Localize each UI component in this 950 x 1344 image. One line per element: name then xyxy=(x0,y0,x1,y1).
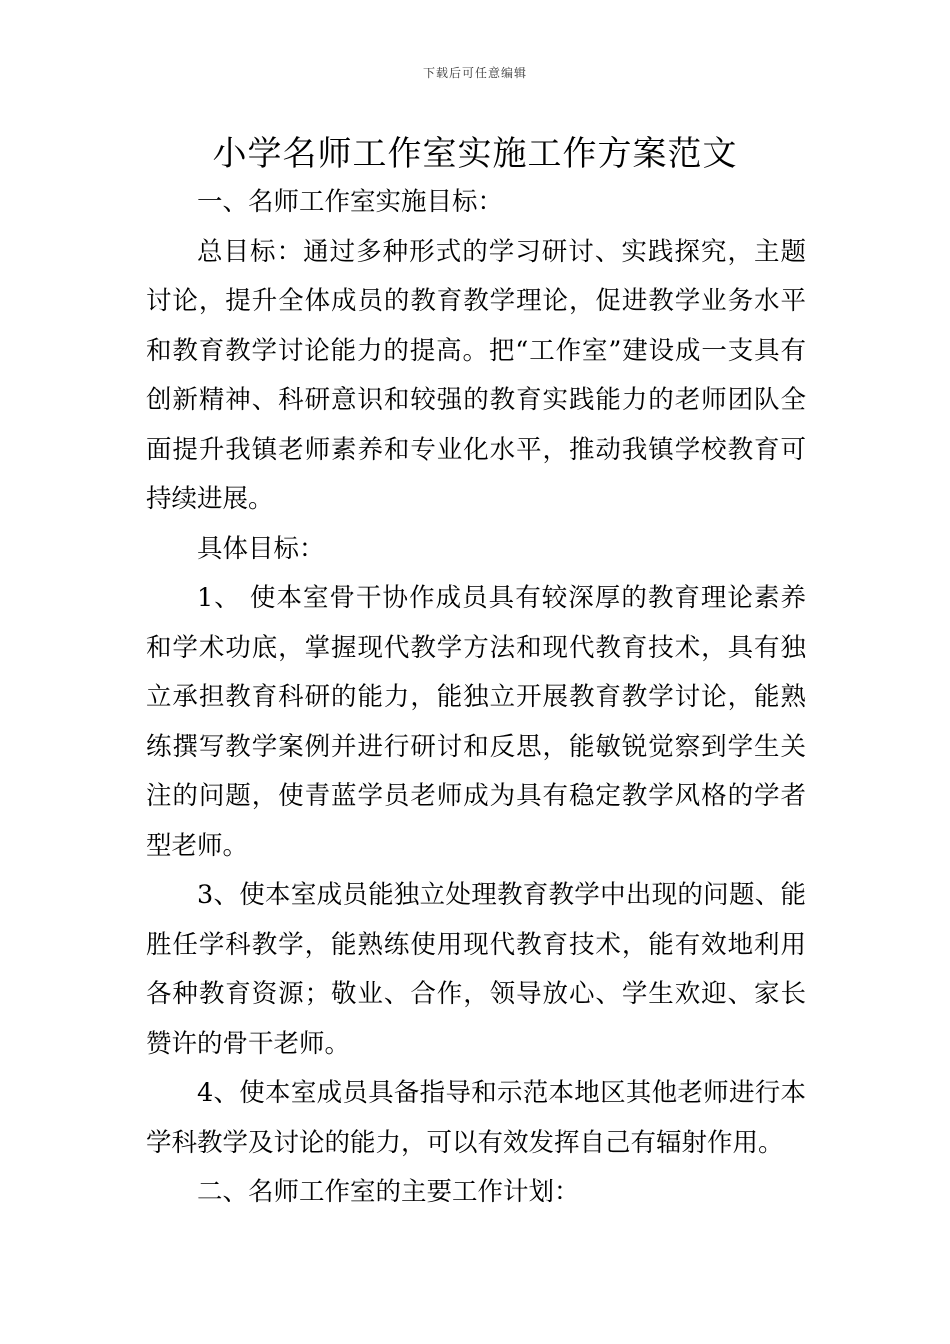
paragraph-goal-1: 1、 使本室骨干协作成员具有较深厚的教育理论素养和学术功底，掌握现代教学方法和现代教育技术，具有独立承担教育科研的能力，能独立开展教育教学讨论，能熟练撰写教学案例并进行研讨和反思，能敏锐觉察到学生关注的问题，使青蓝学员老师成为具有稳定教学风格的学者型老师。 xyxy=(146,583,806,861)
document-body xyxy=(146,178,806,1218)
section-heading-work-plan: 二、名师工作室的主要工作计划： xyxy=(197,1177,580,1207)
header-note: 下载后可任意编辑 xyxy=(422,66,527,80)
paragraph-goal-4: 4、使本室成员具备指导和示范本地区其他老师进行本学科教学及讨论的能力，可以有效发挥自己有辐射作用。 xyxy=(146,1078,806,1158)
paragraph-goal-3: 3、使本室成员能独立处理教育教学中出现的问题、能胜任学科教学，能熟练使用现代教育技术，能有效地利用各种教育资源；敬业、合作，领导放心、学生欢迎、家长赞许的骨干老师。 xyxy=(146,880,806,1059)
section-heading-goals: 一、名师工作室实施目标： xyxy=(197,187,504,217)
document-title: 小学名师工作室实施工作方案范文 xyxy=(212,134,738,174)
paragraph-overall-goal: 总目标：通过多种形式的学习研讨、实践探究，主题讨论，提升全体成员的教育教学理论，促进教学业务水平和教育教学讨论能力的提高。把“工作室”建设成一支具有创新精神、科研意识和较强的教育实践能力的老师团队全面提升我镇老师素养和专业化水平，推动我镇学校教育可持续进展。 xyxy=(146,236,806,514)
subheading-specific-goals: 具体目标： xyxy=(197,533,325,564)
